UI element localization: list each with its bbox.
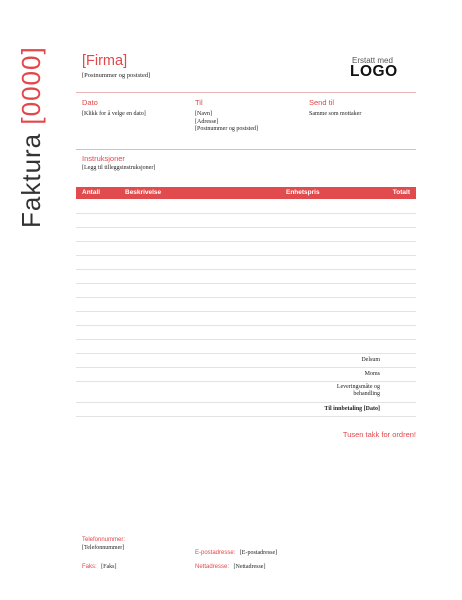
amount-due-label[interactable]: Til innbetaling [Dato] [324, 406, 380, 412]
table-row[interactable] [76, 213, 416, 214]
web-value[interactable]: [Nettadresse] [233, 564, 266, 570]
to-street[interactable]: [Adresse] [195, 118, 219, 125]
logo-caption: Erstatt med [352, 56, 393, 65]
table-row[interactable] [76, 255, 416, 256]
web-line [195, 555, 265, 573]
date-label: Dato [82, 98, 98, 107]
company-name[interactable]: [Firma] [82, 53, 128, 69]
tax-label: Moms [364, 371, 380, 377]
table-header [76, 187, 416, 199]
ship-to-label: Send til [309, 98, 335, 107]
logo-placeholder[interactable]: LOGO [350, 63, 398, 80]
col-unit-price: Enhetspris [286, 188, 320, 196]
table-row[interactable] [76, 227, 416, 228]
to-label: Til [195, 98, 203, 107]
summary-row [76, 416, 416, 417]
fax-label: Faks: [82, 564, 97, 570]
table-row[interactable] [76, 297, 416, 298]
divider [76, 92, 416, 93]
invoice-title [16, 8, 46, 228]
invoice-number[interactable]: [0000] [16, 46, 46, 125]
table-row[interactable] [76, 339, 416, 340]
to-address[interactable] [195, 111, 258, 134]
table-row[interactable] [76, 325, 416, 326]
table-row[interactable] [76, 311, 416, 312]
to-name[interactable]: [Navn] [195, 111, 212, 117]
summary-row [76, 381, 416, 382]
divider [76, 149, 416, 150]
col-total: Totalt [392, 188, 410, 196]
thank-you-message: Tusen takk for ordren! [342, 430, 416, 439]
table-row[interactable] [76, 269, 416, 270]
shipping-label: Leveringsmåte og behandling [336, 384, 380, 397]
subtotal-label: Delsum [361, 357, 380, 363]
table-row[interactable] [76, 241, 416, 242]
phone-value[interactable]: [Telefonnummer] [82, 545, 125, 551]
summary-row [76, 367, 416, 368]
to-postal[interactable]: [Postnummer og poststed] [195, 126, 258, 133]
email-label: E-postadresse: [195, 550, 236, 556]
date-picker[interactable]: [Klikk for å velge en dato] [82, 111, 146, 117]
instructions-value[interactable]: [Legg til tilleggsinstruksjoner] [82, 165, 156, 171]
col-description: Beskrivelse [125, 188, 162, 196]
table-row[interactable] [76, 353, 416, 354]
col-quantity: Antall [82, 188, 101, 196]
ship-to-value[interactable]: Samme som mottaker [309, 111, 362, 117]
invoice-title-word: Faktura [16, 132, 46, 228]
email-value[interactable]: [E-postadresse] [239, 550, 278, 556]
summary-row [76, 402, 416, 403]
instructions-label: Instruksjoner [82, 154, 125, 163]
phone-label: Telefonnummer: [82, 537, 126, 543]
company-postal[interactable]: [Postnummer og poststed] [82, 72, 151, 79]
web-label: Nettadresse: [195, 564, 230, 570]
fax-value[interactable]: [Faks] [101, 564, 117, 570]
fax-line [82, 555, 116, 573]
table-row[interactable] [76, 283, 416, 284]
